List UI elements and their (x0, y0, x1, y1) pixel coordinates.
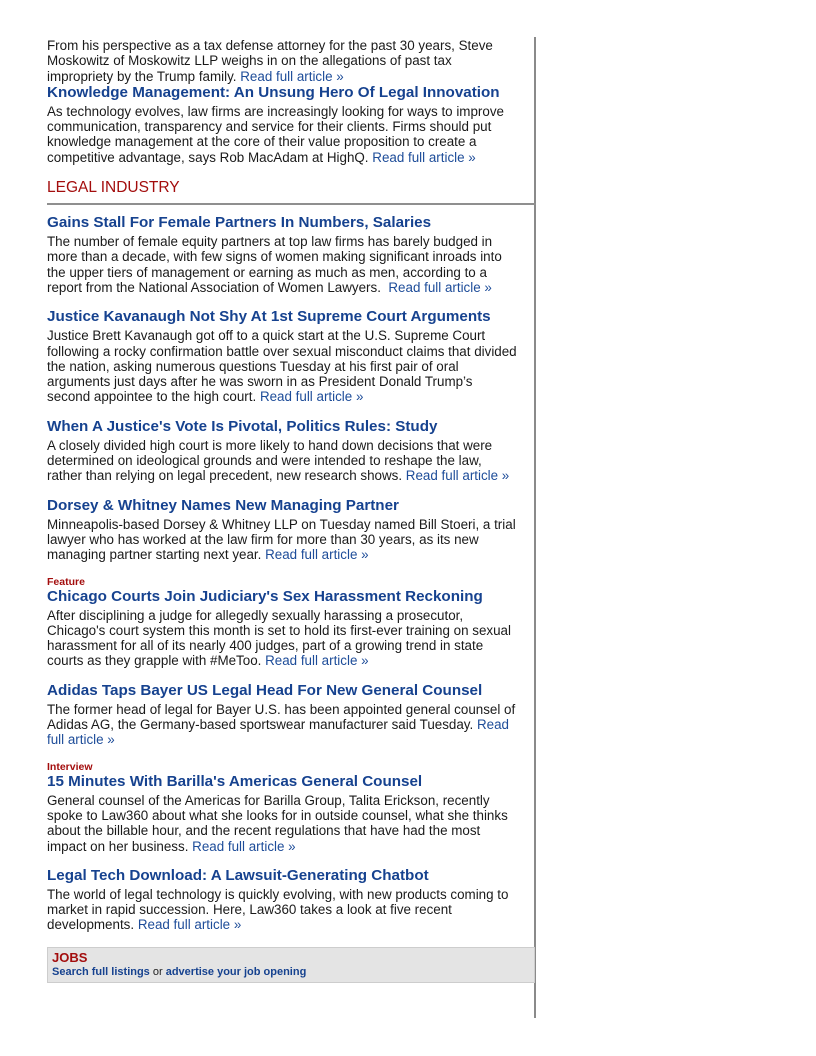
summary-text: The number of female equity partners at top law firms has barely budged in more than a decade, with few signs of women making significant inroads into the upper tiers of management or earning as much as men, according to a report from the National Association of Women Lawyers. (47, 234, 506, 295)
jobs-connector: or (149, 965, 166, 978)
article-summary (47, 793, 517, 854)
read-more-link[interactable]: Read full article » (137, 917, 242, 933)
article-headline[interactable]: When A Justice's Vote Is Pivotal, Politics Rules: Study (47, 417, 438, 435)
intro-text: From his perspective as a tax defense attorney for the past 30 years, Steve Moskowitz of Moskowitz LLP weighs in on the allegations of past tax impropriety by the Trump family. (47, 38, 493, 84)
summary-text: A closely divided high court is more likely to hand down decisions that were determined on ideological grounds and were intended to reshape the law, rather than relying on legal precedent, new research shows. (47, 437, 493, 484)
article-item (47, 214, 517, 295)
newsletter-column (47, 37, 536, 1018)
article-headline[interactable]: Legal Tech Download: A Lawsuit-Generating Chatbot (47, 866, 429, 884)
article-summary (47, 438, 517, 484)
article-knowledge-management (47, 84, 517, 165)
summary-text: Minneapolis-based Dorsey & Whitney LLP on Tuesday named Bill Stoeri, a trial lawyer who has worked at the law firm for more than 30 years, as its new managing partner starting next year. (47, 516, 516, 563)
section-articles (47, 214, 517, 933)
summary-text: The former head of legal for Bayer U.S. has been appointed general counsel of Adidas AG, the Germany-based sportswear manufacturer said Tuesday. (47, 701, 516, 733)
article-summary (47, 887, 517, 933)
article-item (47, 576, 517, 669)
article-headline[interactable]: 15 Minutes With Barilla's Americas General Counsel (47, 772, 423, 790)
read-more-link[interactable]: Read full article » (405, 468, 510, 484)
article-summary (47, 328, 517, 404)
read-more-link[interactable]: Read full article » (265, 653, 369, 669)
search-listings-link[interactable]: Search full listings (52, 965, 150, 978)
section-divider (47, 203, 536, 205)
summary-text: General counsel of the Americas for Barilla Group, Talita Erickson, recently spoke to Law360 about what she looks for in outside counsel, what she thinks about the billable hour, and the recent regulations that have had the most impact on her business. (47, 792, 508, 854)
summary-text: After disciplining a judge for allegedly sexually harassing a prosecutor, Chicago's court system this month is set to hold its first-ever training on sexual harassment for all of its nearly 400 judges, part of a growing trend in state courts as they grapple with #MeToo. (47, 607, 511, 669)
jobs-box (47, 947, 535, 983)
article-item (47, 682, 517, 748)
article-item (47, 418, 517, 484)
read-more-link[interactable]: Read full article » (265, 547, 369, 563)
read-more-link[interactable]: Read full article » (259, 389, 364, 405)
jobs-title: JOBS (52, 949, 88, 965)
article-summary (47, 234, 517, 295)
summary-text: As technology evolves, law firms are increasingly looking for ways to improve communication, transparency and service for their clients. Firms should put knowledge management at the core of their value proposition to create a competitive advantage, says Rob MacAdam at HighQ. (47, 103, 504, 165)
section-title-legal-industry: LEGAL INDUSTRY (47, 179, 180, 197)
article-headline[interactable]: Justice Kavanaugh Not Shy At 1st Supreme Court Arguments (47, 308, 491, 326)
article-summary (47, 608, 517, 669)
read-more-link[interactable]: Read full article » (240, 68, 344, 84)
newsletter-content (47, 38, 517, 197)
article-headline[interactable]: Dorsey & Whitney Names New Managing Partner (47, 496, 399, 514)
article-headline[interactable]: Chicago Courts Join Judiciary's Sex Harassment Reckoning (47, 587, 483, 605)
article-item (47, 867, 517, 933)
summary-text: Justice Brett Kavanaugh got off to a quick start at the U.S. Supreme Court following a rocky confirmation battle over sexual misconduct claims that divided the nation, asking numerous questions Tuesday at his first pair of oral arguments just days after he was sworn in as President Donald Trump’s second appointee to the high court. (47, 328, 517, 405)
article-kicker-feature: Feature (47, 575, 85, 588)
article-item (47, 761, 517, 854)
read-more-link[interactable]: Read full article » (47, 717, 509, 748)
article-headline[interactable]: Adidas Taps Bayer US Legal Head For New General Counsel (47, 681, 483, 699)
read-more-link[interactable]: Read full article » (372, 149, 476, 165)
article-summary (47, 517, 517, 563)
jobs-links-line (52, 965, 530, 979)
article-summary (47, 702, 517, 748)
intro-summary (47, 38, 517, 84)
read-more-link[interactable]: Read full article » (192, 838, 296, 854)
article-kicker-interview: Interview (47, 760, 93, 773)
article-headline[interactable]: Knowledge Management: An Unsung Hero Of Legal Innovation (47, 83, 500, 101)
article-item (47, 497, 517, 563)
article-summary (47, 104, 517, 165)
article-item (47, 308, 517, 404)
read-more-link[interactable]: Read full article » (388, 279, 492, 295)
advertise-job-link[interactable]: advertise your job opening (165, 965, 307, 978)
article-headline[interactable]: Gains Stall For Female Partners In Numbers, Salaries (47, 214, 432, 232)
summary-text: The world of legal technology is quickly evolving, with new products coming to market in rapid succession. Here, Law360 takes a look at five recent developments. (47, 886, 509, 933)
